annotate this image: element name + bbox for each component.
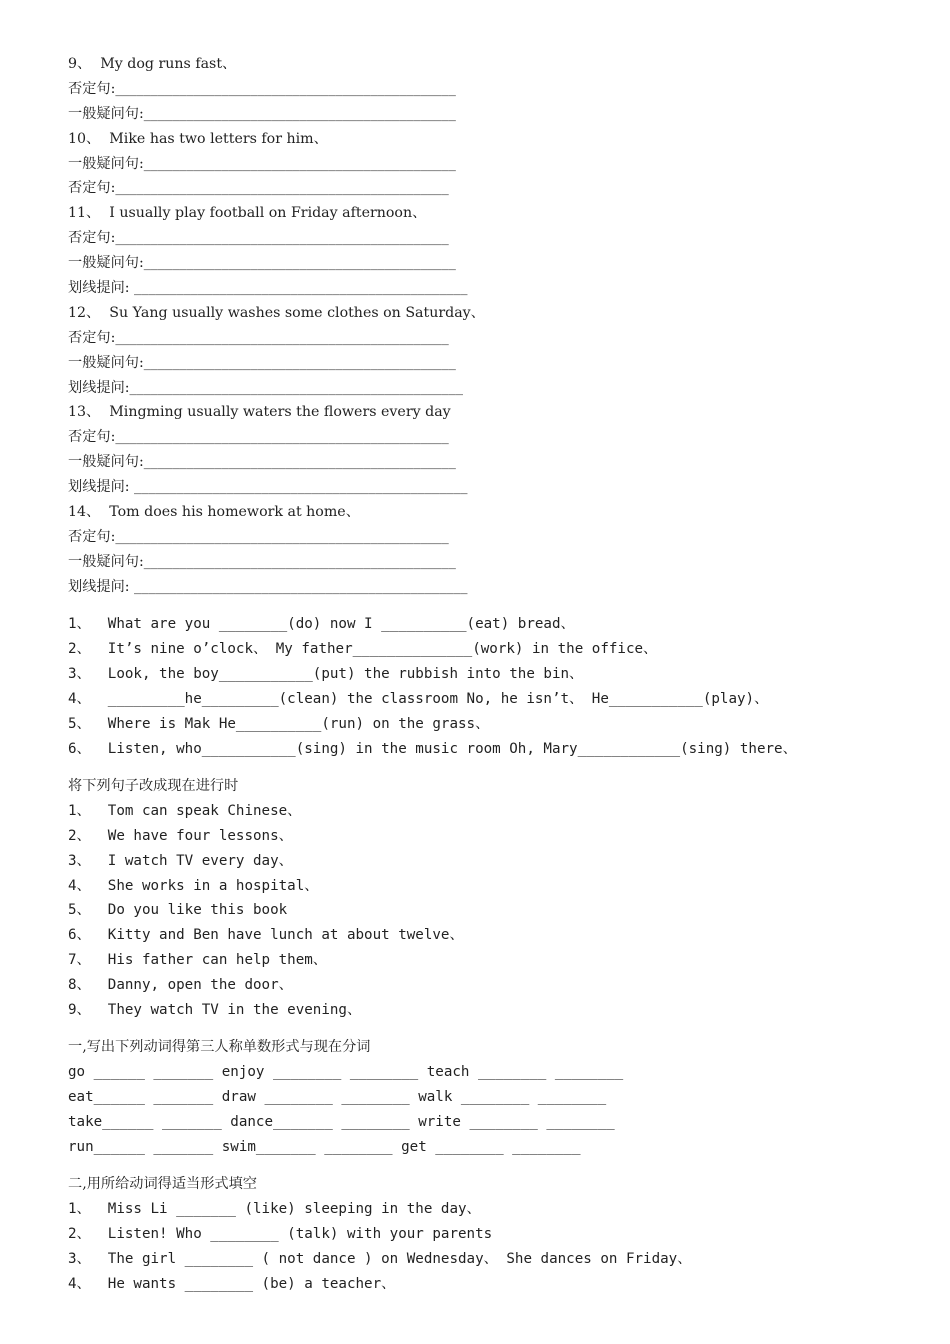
- exercise-line: take______ _______ dance_______ ________ write ________ ________: [68, 1114, 615, 1131]
- exercise-line: 5、 Do you like this book: [68, 902, 288, 919]
- text-line: 否定句:_______________________________________________: [68, 329, 449, 346]
- exercise-line: 6、 Kitty and Ben have lunch at about twelve、: [68, 927, 464, 944]
- exercise-line: 4、 She works in a hospital、: [68, 877, 319, 894]
- exercise-line: 6、 Listen, who___________(sing) in the music room Oh, Mary____________(sing) there、: [68, 740, 797, 757]
- section-present-continuous: [68, 774, 908, 1023]
- exercise-line: 9、 They watch TV in the evening、: [68, 1001, 362, 1018]
- exercise-line: run______ _______ swim_______ ________ get ________ ________: [68, 1138, 581, 1155]
- text-line: 9、 My dog runs fast、: [68, 56, 237, 72]
- section-title: 一,写出下列动词得第三人称单数形式与现在分词: [68, 1039, 371, 1056]
- exercise-line: 2、 Listen! Who ________ (talk) with your parents: [68, 1226, 493, 1243]
- exercise-line: 8、 Danny, open the door、: [68, 977, 293, 994]
- exercise-line: 4、 He wants ________ (be) a teacher、: [68, 1275, 396, 1292]
- text-line: 一般疑问句:____________________________________________: [68, 454, 456, 471]
- exercise-line: 5、 Where is Mak He__________(run) on the grass、: [68, 715, 490, 732]
- worksheet: [68, 52, 908, 1297]
- exercise-line: 2、 It’s nine o’clock、 My father______________(work) in the office、: [68, 640, 658, 657]
- exercise-line: go ______ _______ enjoy ________ ________ teach ________ ________: [68, 1064, 624, 1081]
- section-title: 将下列句子改成现在进行时: [68, 777, 239, 794]
- spacer: [68, 761, 908, 774]
- exercise-line: 4、 _________he_________(clean) the classroom No, he isn’t、 He___________(play)、: [68, 690, 769, 707]
- section-verb-forms: [68, 1035, 908, 1159]
- text-line: 11、 I usually play football on Friday afternoon、: [68, 205, 427, 222]
- text-line: 一般疑问句:____________________________________________: [68, 553, 456, 570]
- text-line: 否定句:_______________________________________________: [68, 429, 449, 446]
- exercise-line: 3、 I watch TV every day、: [68, 852, 293, 869]
- text-line: 一般疑问句:____________________________________________: [68, 105, 456, 122]
- section-proper-form: [68, 1172, 908, 1296]
- spacer: [68, 600, 908, 613]
- text-line: 否定句:_______________________________________________: [68, 528, 449, 545]
- exercise-line: 3、 Look, the boy___________(put) the rubbish into the bin、: [68, 665, 584, 682]
- text-line: 一般疑问句:____________________________________________: [68, 155, 456, 172]
- section-fill-verbs: [68, 612, 908, 761]
- text-line: 13、 Mingming usually waters the flowers every day: [68, 404, 451, 421]
- exercise-line: 1、 What are you ________(do) now I __________(eat) bread、: [68, 616, 575, 633]
- exercise-line: 1、 Tom can speak Chinese、: [68, 802, 302, 819]
- text-line: 划线提问:_______________________________________________: [68, 379, 463, 396]
- exercise-line: 1、 Miss Li _______ (like) sleeping in the day、: [68, 1201, 481, 1218]
- text-line: 划线提问: _______________________________________________: [68, 280, 468, 297]
- text-line: 一般疑问句:____________________________________________: [68, 255, 456, 272]
- text-line: 划线提问: _______________________________________________: [68, 479, 468, 496]
- exercise-line: 2、 We have four lessons、: [68, 827, 293, 844]
- text-line: 14、 Tom does his homework at home、: [68, 504, 360, 521]
- section-title: 二,用所给动词得适当形式填空: [68, 1176, 257, 1193]
- text-line: 划线提问: _______________________________________________: [68, 578, 468, 595]
- text-line: 否定句:_______________________________________________: [68, 180, 449, 197]
- text-line: 10、 Mike has two letters for him、: [68, 130, 328, 147]
- section-transform: [68, 52, 908, 600]
- text-line: 12、 Su Yang usually washes some clothes on Saturday、: [68, 304, 485, 321]
- spacer: [68, 1160, 908, 1173]
- exercise-line: 7、 His father can help them、: [68, 952, 327, 969]
- exercise-line: 3、 The girl ________ ( not dance ) on Wednesday、 She dances on Friday、: [68, 1250, 692, 1267]
- spacer: [68, 1023, 908, 1036]
- text-line: 否定句:_______________________________________________: [68, 230, 449, 247]
- text-line: 否定句:________________________________________________: [68, 80, 456, 97]
- exercise-line: eat______ _______ draw ________ ________ walk ________ ________: [68, 1089, 607, 1106]
- text-line: 一般疑问句:____________________________________________: [68, 354, 456, 371]
